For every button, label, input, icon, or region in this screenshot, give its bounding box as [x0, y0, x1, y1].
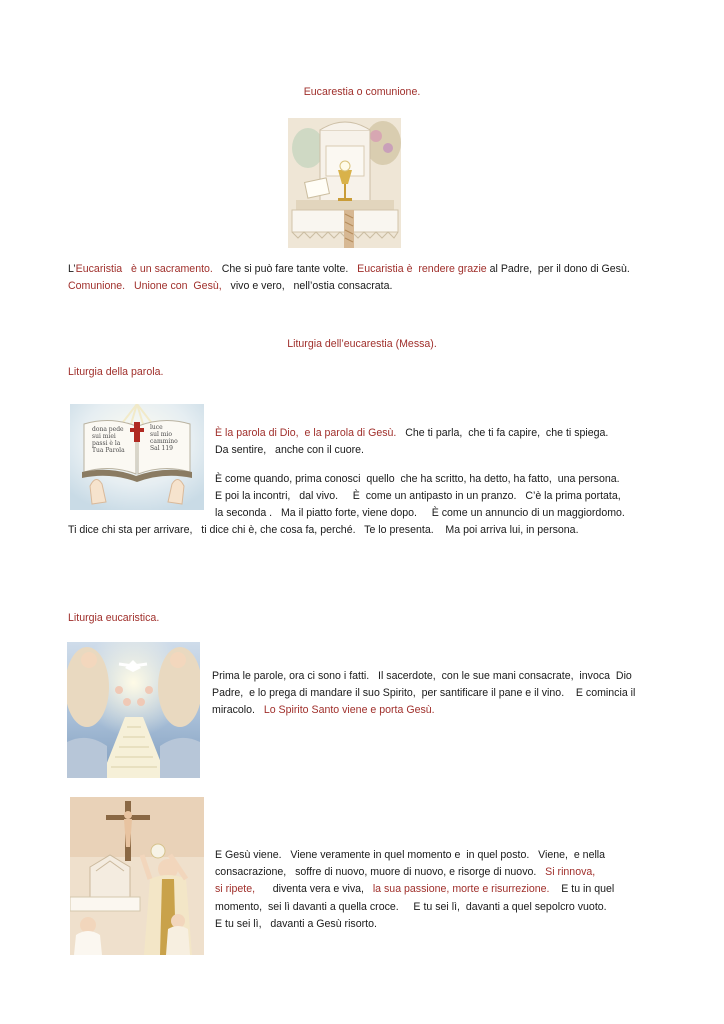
open-bible-image: [70, 404, 204, 510]
intro-highlight-grazie: Eucaristia è rendere grazie: [357, 263, 487, 275]
intro-highlight-sacramento: Eucaristia è un sacramento.: [75, 263, 213, 275]
holy-spirit-angels-image: [67, 642, 200, 778]
bible-text: cammino: [150, 438, 178, 445]
section-title: Liturgia dell’eucarestia (Messa).: [287, 338, 437, 350]
parola-p1-line-2: Da sentire, anche con il cuore.: [215, 444, 364, 456]
bible-text: dona pede: [92, 426, 124, 433]
intro-line-2: [68, 278, 392, 296]
final-text: E tu in quel: [549, 883, 615, 895]
eucaristica-line-2: Padre, e lo prega di mandare il suo Spirito, per santificare il pane e il vino. E comincia il: [212, 687, 636, 699]
intro-text: vivo e vero, nell’ostia consacrata.: [221, 280, 393, 292]
intro-text: L’: [68, 263, 76, 275]
final-highlight-ripete: si ripete,: [215, 883, 256, 895]
final-line-3: [215, 881, 614, 899]
eucaristica-line-1: Prima le parole, ora ci sono i fatti. Il sacerdote, con le sue mani consacrate, invoca Dio: [212, 670, 632, 682]
bible-text: sul mio: [150, 431, 172, 438]
final-line-2: [215, 864, 595, 882]
bible-text: Tua Parola: [92, 447, 125, 454]
final-line-5: E tu sei lì, davanti a Gesù risorto.: [215, 918, 377, 930]
final-line-4: momento, sei lì davanti a quella croce. E tu sei lì, davanti a quel sepolcro vuoto.: [215, 901, 607, 913]
intro-highlight-comunione: Comunione. Unione con Gesù,: [68, 280, 222, 292]
parola-p2-line-2: E poi la incontri, dal vivo. È come un antipasto in un pranzo. C’è la prima portata,: [215, 490, 621, 502]
bible-text: Sal 119: [150, 445, 173, 452]
priest-crucifix-image: [70, 797, 204, 955]
eucaristica-highlight: Lo Spirito Santo viene e porta Gesù.: [263, 704, 435, 716]
final-highlight-passione: la sua passione, morte e risurrezione.: [372, 883, 550, 895]
bible-text: sui miei: [92, 433, 116, 440]
bible-text: passi è la: [92, 440, 121, 447]
eucaristica-line-3: [212, 702, 435, 720]
eucaristica-text: miracolo.: [212, 704, 264, 716]
intro-text: Che si può fare tante volte.: [212, 263, 358, 275]
parola-p1-line-1: [215, 425, 608, 443]
final-text: consacrazione, soffre di nuovo, muore di nuovo, e risorge di nuovo.: [215, 866, 546, 878]
parola-highlight: È la parola di Dio, e la parola di Gesù.: [215, 427, 397, 439]
parola-text: Che ti parla, che ti fa capire, che ti spiega.: [396, 427, 609, 439]
final-text: diventa vera e viva,: [255, 883, 373, 895]
final-line-1: E Gesù viene. Viene veramente in quel momento e in quel posto. Viene, e nella: [215, 849, 606, 861]
bible-text: luce: [150, 424, 163, 431]
parola-p2-line-3: la seconda . Ma il piatto forte, viene dopo. È come un annuncio di un maggiordomo.: [215, 507, 625, 519]
heading-liturgia-parola: Liturgia della parola.: [68, 366, 164, 378]
parola-p2-line-1: È come quando, prima conosci quello che ha scritto, ha detto, ha fatto, una persona.: [215, 473, 620, 485]
intro-text: al Padre, per il dono di Gesù.: [486, 263, 630, 275]
final-highlight-rinnova: Si rinnova,: [545, 866, 596, 878]
page-title: Eucarestia o comunione.: [303, 86, 421, 98]
heading-liturgia-eucaristica: Liturgia eucaristica.: [68, 612, 160, 624]
chalice-altar-image: [288, 118, 401, 248]
intro-line-1: [68, 261, 630, 279]
parola-p2-line-4: Ti dice chi sta per arrivare, ti dice chi è, che cosa fa, perché. Te lo presenta. Ma poi arriva lui, in persona.: [68, 524, 579, 536]
